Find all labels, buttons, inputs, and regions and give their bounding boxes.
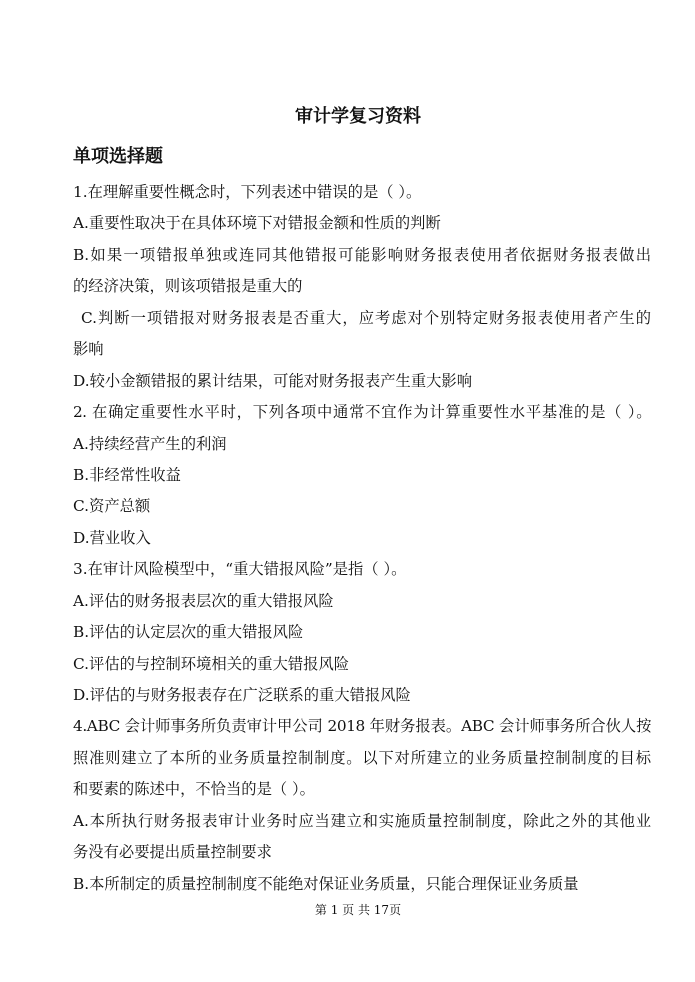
option-1a: A.重要性取决于在具体环境下对错报金额和性质的判断	[73, 214, 441, 233]
option-2a: A.持续经营产生的利润	[73, 434, 227, 453]
option-4b: B.本所制定的质量控制制度不能绝对保证业务质量，只能合理保证业务质量	[73, 874, 579, 893]
option-1c: C.判断一项错报对财务报表是否重大，应考虑对个别特定财务报表使用者产生的	[81, 308, 651, 327]
option-2c: C.资产总额	[73, 497, 151, 516]
option-3c: C.评估的与控制环境相关的重大错报风险	[73, 654, 350, 673]
option-4a: A.本所执行财务报表审计业务时应当建立和实施质量控制制度，除此之外的其他业	[73, 811, 651, 830]
question-4-cont-2: 和要素的陈述中，不恰当的是（ ）。	[73, 780, 315, 799]
option-3a: A.评估的财务报表层次的重大错报风险	[73, 591, 334, 610]
option-1b-cont: 的经济决策，则该项错报是重大的	[73, 277, 303, 296]
option-3b: B.评估的认定层次的重大错报风险	[73, 623, 304, 642]
section-heading: 单项选择题	[73, 146, 163, 167]
option-1d: D.较小金额错报的累计结果，可能对财务报表产生重大影响	[73, 371, 473, 390]
document-title: 审计学复习资料	[295, 106, 421, 127]
option-1c-cont: 影响	[73, 340, 104, 359]
option-1b: B.如果一项错报单独或连同其他错报可能影响财务报表使用者依据财务报表做出	[73, 245, 651, 264]
page-number: 第 1 页 共 17页	[314, 903, 402, 917]
question-4-cont-1: 照准则建立了本所的业务质量控制制度。以下对所建立的业务质量控制制度的目标	[73, 748, 651, 767]
question-3: 3.在审计风险模型中，“重大错报风险”是指（ ）。	[73, 560, 407, 579]
option-2d: D.营业收入	[73, 528, 151, 547]
document-body	[73, 178, 651, 901]
question-1: 1.在理解重要性概念时，下列表述中错误的是（ ）。	[73, 183, 422, 201]
option-3d: D.评估的与财务报表存在广泛联系的重大错报风险	[73, 686, 411, 704]
question-4: 4.ABC 会计师事务所负责审计甲公司 2018 年财务报表。ABC 会计师事务所合伙人按	[73, 717, 651, 736]
option-4a-cont: 务没有必要提出质量控制要求	[73, 843, 272, 862]
option-2b: B.非经常性收益	[73, 465, 181, 484]
question-2: 2. 在确定重要性水平时，下列各项中通常不宜作为计算重要性水平基准的是（ ）。	[73, 403, 651, 422]
